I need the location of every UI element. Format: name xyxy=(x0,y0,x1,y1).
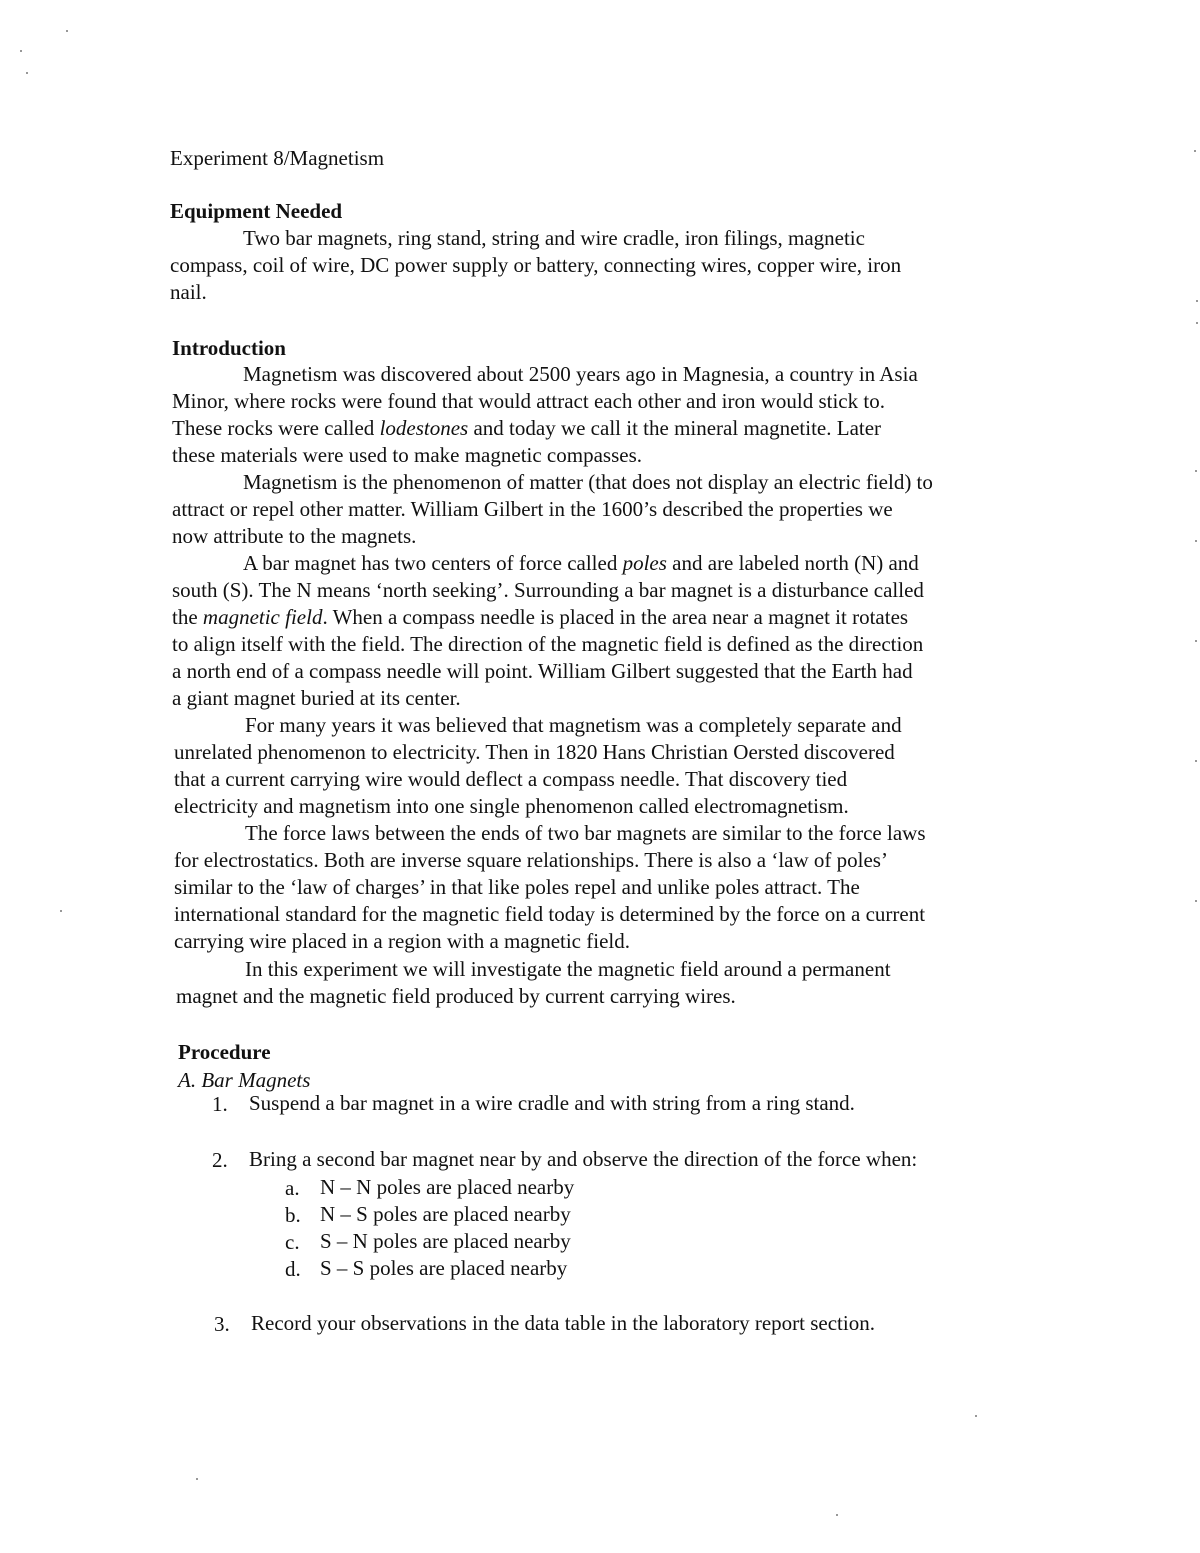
procedure-heading: Procedure xyxy=(178,1040,271,1064)
intro-p1-line: these materials were used to make magnetic compasses. xyxy=(172,443,642,467)
intro-p3-line: A bar magnet has two centers of force called poles and are labeled north (N) and xyxy=(243,551,919,575)
equipment-line: nail. xyxy=(170,280,207,304)
scan-speck xyxy=(1195,760,1197,762)
substep-letter: b. xyxy=(285,1203,301,1227)
scan-speck xyxy=(1195,900,1197,902)
intro-p5-line: for electrostatics. Both are inverse square relationships. There is also a ‘law of poles’ xyxy=(174,848,888,872)
step-text: Suspend a bar magnet in a wire cradle and with string from a ring stand. xyxy=(249,1091,855,1115)
substep-letter: a. xyxy=(285,1176,300,1200)
substep-text: N – N poles are placed nearby xyxy=(320,1175,575,1199)
intro-p4-line: For many years it was believed that magnetism was a completely separate and xyxy=(245,713,902,737)
intro-p4-line: electricity and magnetism into one single phenomenon called electromagnetism. xyxy=(174,794,849,818)
intro-p6-line: In this experiment we will investigate the magnetic field around a permanent xyxy=(245,957,891,981)
poles-term: poles xyxy=(622,551,667,575)
intro-p2-line: attract or repel other matter. William Gilbert in the 1600’s described the properties we xyxy=(172,497,893,521)
scan-speck xyxy=(196,1478,198,1480)
scan-speck xyxy=(1194,150,1196,152)
intro-p3-line: a north end of a compass needle will point. William Gilbert suggested that the Earth had xyxy=(172,659,913,683)
intro-p3-line: to align itself with the field. The direction of the magnetic field is defined as the direction xyxy=(172,632,924,656)
scan-speck xyxy=(975,1415,977,1417)
intro-p1-line: Magnetism was discovered about 2500 years ago in Magnesia, a country in Asia xyxy=(243,362,918,386)
intro-p4-line: unrelated phenomenon to electricity. Then in 1820 Hans Christian Oersted discovered xyxy=(174,740,895,764)
scan-speck xyxy=(1195,470,1197,472)
scan-speck xyxy=(836,1514,838,1516)
substep-letter: c. xyxy=(285,1230,300,1254)
scan-speck xyxy=(1196,322,1198,324)
scan-speck xyxy=(66,30,68,32)
section-a-heading: A. Bar Magnets xyxy=(178,1068,311,1092)
scan-speck xyxy=(20,50,22,52)
substep-text: N – S poles are placed nearby xyxy=(320,1202,571,1226)
step-number: 1. xyxy=(212,1092,228,1116)
document-title: Experiment 8/Magnetism xyxy=(170,146,385,170)
intro-p1-line: These rocks were called lodestones and today we call it the mineral magnetite. Later xyxy=(172,416,882,440)
equipment-line: compass, coil of wire, DC power supply or battery, connecting wires, copper wire, iron xyxy=(170,253,902,277)
magnetic-field-term: magnetic field xyxy=(202,605,323,629)
equipment-line: Two bar magnets, ring stand, string and wire cradle, iron filings, magnetic xyxy=(243,226,865,250)
intro-p3-line: the magnetic field. When a compass needle is placed in the area near a magnet it rotates xyxy=(172,605,909,629)
scan-speck xyxy=(26,72,28,74)
step-text: Record your observations in the data table in the laboratory report section. xyxy=(251,1311,875,1335)
intro-p3-line: a giant magnet buried at its center. xyxy=(172,686,461,710)
substep-text: S – S poles are placed nearby xyxy=(320,1256,568,1280)
intro-p5-line: international standard for the magnetic field today is determined by the force on a current xyxy=(174,902,926,926)
equipment-heading: Equipment Needed xyxy=(170,199,343,223)
scan-speck xyxy=(1195,540,1197,542)
lodestones-term: lodestones xyxy=(379,416,469,440)
intro-p5-line: similar to the ‘law of charges’ in that like poles repel and unlike poles attract. The xyxy=(174,875,860,899)
step-number: 2. xyxy=(212,1148,228,1172)
introduction-heading: Introduction xyxy=(172,336,286,360)
intro-p5-line: carrying wire placed in a region with a magnetic field. xyxy=(174,929,630,953)
scan-speck xyxy=(1196,300,1198,302)
intro-p1-line: Minor, where rocks were found that would attract each other and iron would stick to. xyxy=(172,389,885,413)
step-number: 3. xyxy=(214,1312,230,1336)
scan-speck xyxy=(1195,640,1197,642)
intro-p6-line: magnet and the magnetic field produced by current carrying wires. xyxy=(176,984,736,1008)
substep-letter: d. xyxy=(285,1257,301,1281)
intro-p4-line: that a current carrying wire would deflect a compass needle. That discovery tied xyxy=(174,767,848,791)
scan-speck xyxy=(60,910,62,912)
intro-p5-line: The force laws between the ends of two bar magnets are similar to the force laws xyxy=(245,821,926,845)
step-text: Bring a second bar magnet near by and observe the direction of the force when: xyxy=(249,1147,918,1171)
intro-p2-line: Magnetism is the phenomenon of matter (that does not display an electric field) to xyxy=(243,470,933,494)
substep-text: S – N poles are placed nearby xyxy=(320,1229,571,1253)
intro-p3-line: south (S). The N means ‘north seeking’. Surrounding a bar magnet is a disturbance called xyxy=(172,578,924,602)
intro-p2-line: now attribute to the magnets. xyxy=(172,524,417,548)
